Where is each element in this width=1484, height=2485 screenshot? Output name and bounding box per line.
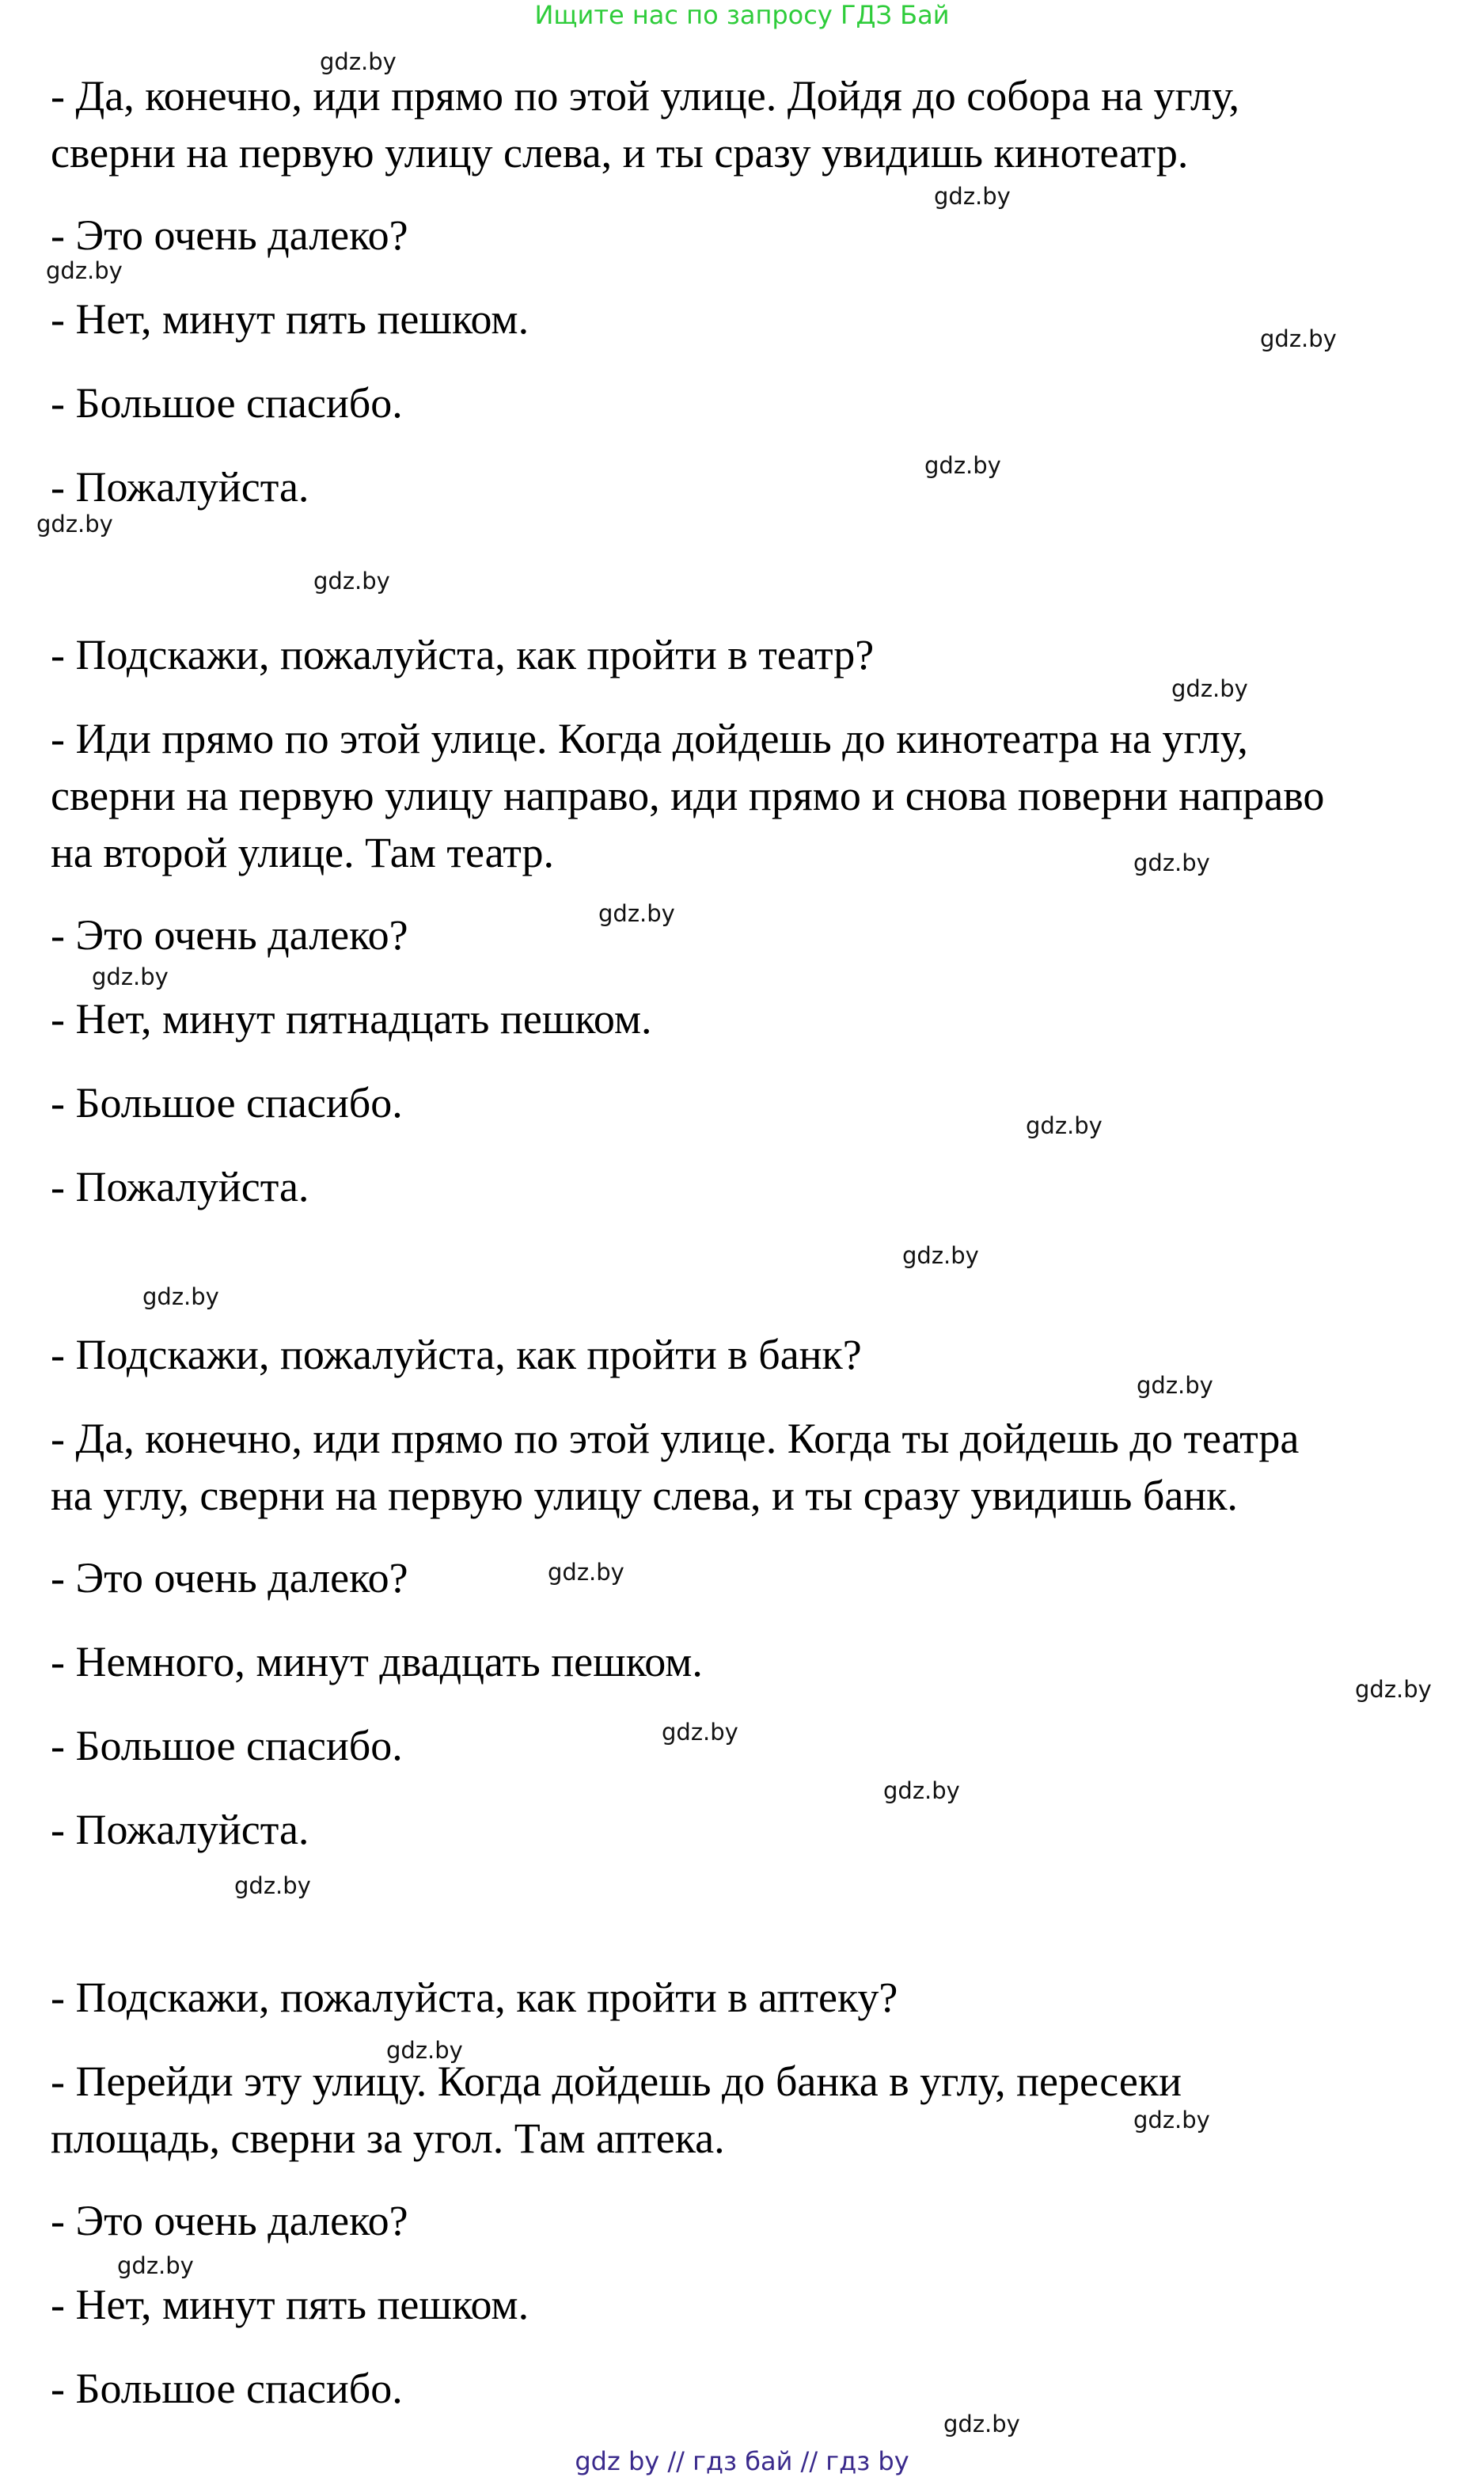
watermark: gdz.by (46, 257, 123, 284)
dialogue-4-line-2: - Перейди эту улицу. Когда дойдешь до банка в углу, пересеки (51, 2058, 1182, 2105)
dialogue-2-line-7: - Большое спасибо. (51, 1079, 403, 1127)
watermark: gdz.by (234, 1872, 311, 1899)
watermark: gdz.by (934, 183, 1011, 210)
dialogue-3-line-6: - Большое спасибо. (51, 1722, 403, 1769)
watermark: gdz.by (386, 2037, 463, 2064)
dialogue-2-line-8: - Пожалуйста. (51, 1163, 309, 1210)
site-search-banner: Ищите нас по запросу ГДЗ Бай (534, 0, 950, 30)
watermark: gdz.by (117, 2252, 194, 2279)
watermark: gdz.by (924, 452, 1001, 479)
watermark: gdz.by (902, 1242, 979, 1269)
dialogue-2-line-1: - Подскажи, пожалуйста, как пройти в театр? (51, 631, 875, 678)
dialogue-1-line-5: - Большое спасибо. (51, 379, 403, 427)
watermark: gdz.by (548, 1559, 624, 1586)
dialogue-4-line-3: площадь, сверни за угол. Там аптека. (51, 2115, 725, 2162)
watermark: gdz.by (36, 511, 113, 538)
dialogue-1-line-3: - Это очень далеко? (51, 211, 408, 259)
watermark: gdz.by (313, 568, 390, 595)
watermark: gdz.by (943, 2411, 1020, 2438)
dialogue-2-line-6: - Нет, минут пятнадцать пешком. (51, 995, 652, 1043)
watermark: gdz.by (1133, 2107, 1210, 2134)
watermark: gdz.by (1133, 849, 1210, 876)
watermark: gdz.by (1171, 675, 1248, 702)
dialogue-2-line-2: - Иди прямо по этой улице. Когда дойдешь до кинотеатра на углу, (51, 715, 1248, 762)
watermark: gdz.by (662, 1719, 738, 1746)
dialogue-3-line-7: - Пожалуйста. (51, 1806, 309, 1853)
watermark: gdz.by (598, 900, 675, 927)
dialogue-1-line-6: - Пожалуйста. (51, 463, 309, 511)
dialogue-3-line-3: на углу, сверни на первую улицу слева, и ты сразу увидишь банк. (51, 1472, 1238, 1519)
dialogue-4-line-6: - Большое спасибо. (51, 2365, 403, 2412)
dialogue-2-line-4: на второй улице. Там театр. (51, 829, 554, 876)
dialogue-2-line-3: сверни на первую улицу направо, иди прямо и снова поверни направо (51, 772, 1325, 819)
dialogue-1-line-2: сверни на первую улицу слева, и ты сразу увидишь кинотеатр. (51, 129, 1189, 177)
dialogue-3-line-4: - Это очень далеко? (51, 1554, 408, 1602)
watermark: gdz.by (142, 1283, 219, 1310)
site-footer: gdz by // гдз бай // гдз by (575, 2446, 909, 2476)
watermark: gdz.by (1026, 1112, 1103, 1139)
watermark: gdz.by (1355, 1676, 1432, 1703)
dialogue-1-line-1: - Да, конечно, иди прямо по этой улице. Дойдя до собора на углу, (51, 72, 1239, 120)
dialogue-3-line-5: - Немного, минут двадцать пешком. (51, 1638, 703, 1685)
dialogue-4-line-5: - Нет, минут пять пешком. (51, 2281, 529, 2328)
watermark: gdz.by (92, 963, 169, 990)
dialogue-4-line-1: - Подскажи, пожалуйста, как пройти в аптеку? (51, 1974, 898, 2021)
dialogue-3-line-1: - Подскажи, пожалуйста, как пройти в банк? (51, 1331, 862, 1378)
dialogue-4-line-4: - Это очень далеко? (51, 2197, 408, 2244)
watermark: gdz.by (883, 1777, 960, 1804)
dialogue-3-line-2: - Да, конечно, иди прямо по этой улице. Когда ты дойдешь до театра (51, 1415, 1300, 1462)
watermark: gdz.by (1260, 325, 1337, 352)
dialogue-1-line-4: - Нет, минут пять пешком. (51, 295, 529, 343)
watermark: gdz.by (320, 48, 397, 75)
watermark: gdz.by (1137, 1372, 1213, 1399)
dialogue-2-line-5: - Это очень далеко? (51, 911, 408, 959)
